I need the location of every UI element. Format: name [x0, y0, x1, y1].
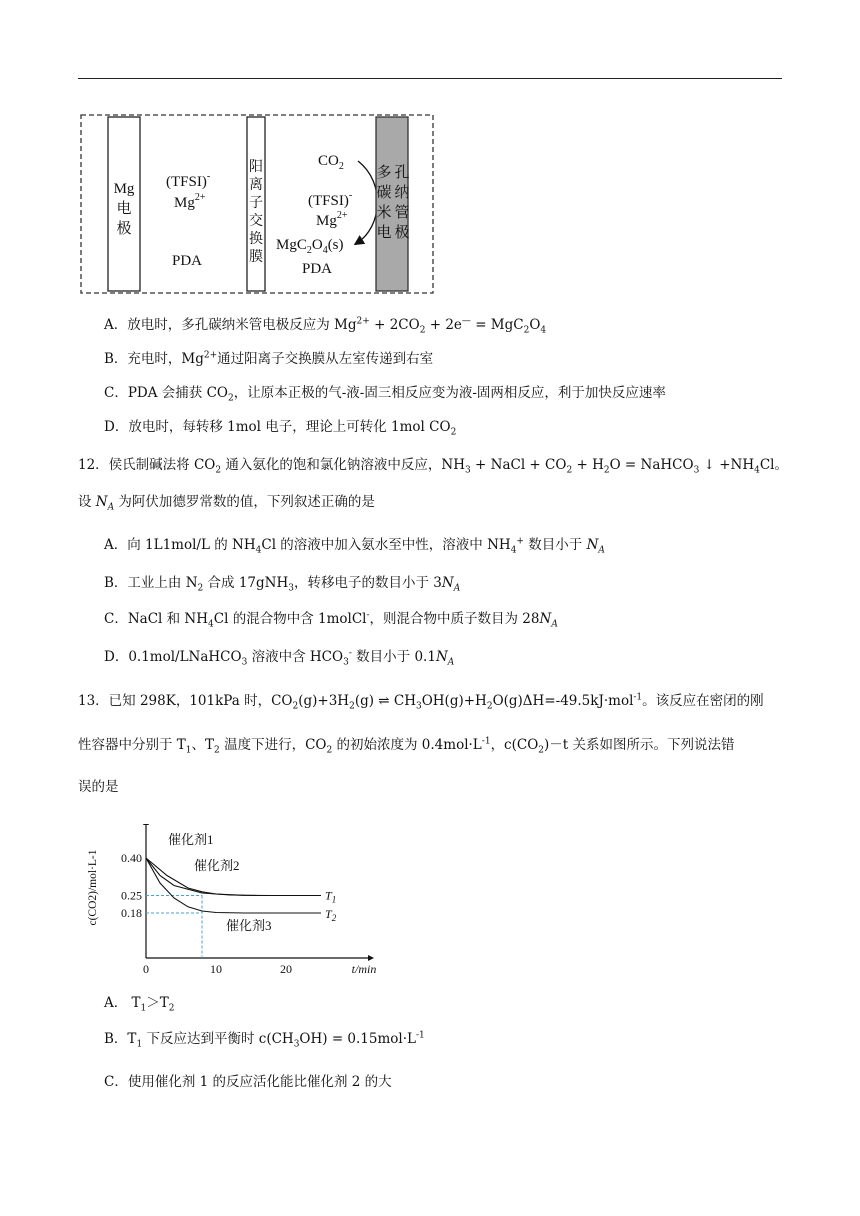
q13-stem-line-2: 性容器中分别于 $T_1$、$T_2$ 温度下进行，$CO_2$ 的初始浓度为 $0.4mol\cdot L^{-1}$，$c(CO_2)-t$ 关系如图所示。下列说法错	[78, 736, 735, 756]
mg-electrode-label-3: 极	[116, 221, 132, 237]
cnt-label-4: 纳	[394, 185, 410, 201]
x-axis-label: t/min	[351, 962, 377, 974]
q12-stem-line-1: 12．侯氏制碱法将 $CO_2$ 通入氨化的饱和氯化钠溶液中反应，$NH_3$ + NaCl + $CO_2 + H_2O$ = NaHCO$_3$ ↓ $+NH_4Cl$。	[78, 457, 788, 476]
q13-stem-line-3: 误的是	[78, 779, 119, 795]
membrane-char-6: 膜	[249, 250, 263, 265]
x-tick-label: 0	[143, 962, 149, 974]
co2-conversion-arrow	[357, 161, 377, 243]
membrane-char-2: 离	[249, 178, 263, 193]
q13-option-a: A． $T_1>T_2$	[104, 995, 175, 1014]
catalyst-label-2: 催化剂2	[194, 858, 240, 873]
concentration-time-chart	[80, 824, 380, 974]
x-axis-arrow-icon	[368, 955, 374, 961]
mg-electrode-label-1: Mg	[113, 181, 135, 197]
svg-text:Mg2+: $Mg^{2+}$	[316, 210, 348, 229]
cnt-label-6: 管	[394, 205, 410, 221]
svg-text:(TFSI)-: (TFSI)-	[166, 171, 211, 190]
right-ion-mg: Mg	[316, 213, 337, 229]
header-rule	[78, 78, 782, 79]
q11-option-a: A．放电时，多孔碳纳米管电极反应为 $Mg^{2+} + 2CO_2 + 2e^— = MgC_2O_4$	[104, 316, 547, 336]
q13-option-b: B．$T_1$ 下反应达到平衡时 $c(CH_3OH) = 0.15mol\cdot L^{-1}$	[104, 1030, 425, 1050]
svg-text:(TFSI)-: (TFSI)-	[308, 190, 353, 209]
q11-option-c: C．PDA 会捕获 $CO_2$，让原本正极的气-液-固三相反应变为液-固两相反应，利于加快反应速率	[104, 385, 666, 404]
y-tick-label: 0.18	[121, 906, 142, 920]
cnt-label-1: 多	[376, 165, 392, 181]
cnt-label-3: 碳	[376, 185, 392, 201]
q12-stem-line-2: 设 $N_A$ 为阿伏加德罗常数的值，下列叙述正确的是	[78, 494, 375, 513]
membrane-char-4: 交	[249, 214, 263, 229]
q12-option-c: C．NaCl 和 $NH_4Cl$ 的混合物中含 1molCl-，则混合物中质子数目为 $28N_A$	[104, 610, 558, 630]
membrane-char-5: 换	[249, 232, 263, 247]
temperature-label-1: $T_1$	[325, 888, 337, 905]
cnt-label-7: 电	[376, 225, 392, 241]
membrane-char-3: 子	[249, 196, 263, 211]
left-ion-tfsi: (TFSI)	[166, 174, 207, 190]
mg-electrode-label-2: 电	[116, 201, 132, 217]
y-axis-arrow-icon	[143, 824, 149, 825]
temperature-label-2: $T_2$	[325, 907, 337, 923]
q13-stem-line-1: 13．已知 298K，101kPa 时，$CO_2(g)+3H_2(g)$ ⇌ $CH_3OH(g)+H_2O(g)\Delta H=-49.5kJ\cdot mol^{-1}$。该反应在密闭的刚	[78, 692, 764, 712]
porous-cnt-electrode	[376, 117, 408, 291]
cnt-label-8: 极	[394, 225, 410, 241]
product-mgc2o4: MgC	[276, 237, 307, 253]
cnt-label-2: 孔	[394, 165, 410, 181]
battery-cell-diagram	[80, 113, 436, 297]
svg-text:MgC2O4(s): $MgC_2O_4(s)$	[276, 237, 344, 256]
catalyst-label-3: 催化剂3	[226, 918, 272, 933]
q13-option-c: C．使用催化剂 1 的反应活化能比催化剂 2 的大	[104, 1074, 392, 1090]
left-solvent-pda: PDA	[172, 253, 203, 269]
svg-text:Mg2+: $Mg^{2+}$	[174, 192, 206, 211]
svg-text:CO2: $CO_2$	[318, 153, 344, 172]
membrane-char-1: 阳	[249, 160, 263, 175]
cnt-label-5: 米	[376, 205, 392, 221]
q12-option-d: D．0.1mol/LNaHCO$_3$ 溶液中含 $HCO_3^-$ 数目小于 $0.1N_A$	[104, 648, 455, 668]
y-tick-label: 0.40	[121, 851, 142, 865]
q11-option-b: B．充电时，$Mg^{2+}$通过阳离子交换膜从左室传递到右室	[104, 350, 434, 367]
right-solvent-pda: PDA	[302, 261, 333, 277]
catalyst-label-1: 催化剂1	[168, 832, 214, 847]
x-tick-label: 10	[210, 962, 222, 974]
co2-label: CO	[318, 153, 339, 169]
left-ion-mg: Mg	[174, 195, 195, 211]
y-tick-label: 0.25	[121, 888, 142, 903]
q12-option-a: A．向 1L1mol/L 的 $NH_4Cl$ 的溶液中加入氨水至中性，溶液中 $NH_4^+$ 数目小于 $N_A$	[104, 536, 605, 556]
q11-option-d: D．放电时，每转移 1mol 电子，理论上可转化 1mol $CO_2$	[104, 419, 457, 438]
y-axis-label: c(CO2)/mol·L-1	[87, 849, 99, 926]
x-tick-label: 20	[280, 962, 292, 974]
q12-option-b: B．工业上由 $N_2$ 合成 17gNH$_3$，转移电子的数目小于 $3N_A$	[104, 575, 461, 594]
right-ion-tfsi: (TFSI)	[308, 193, 349, 209]
